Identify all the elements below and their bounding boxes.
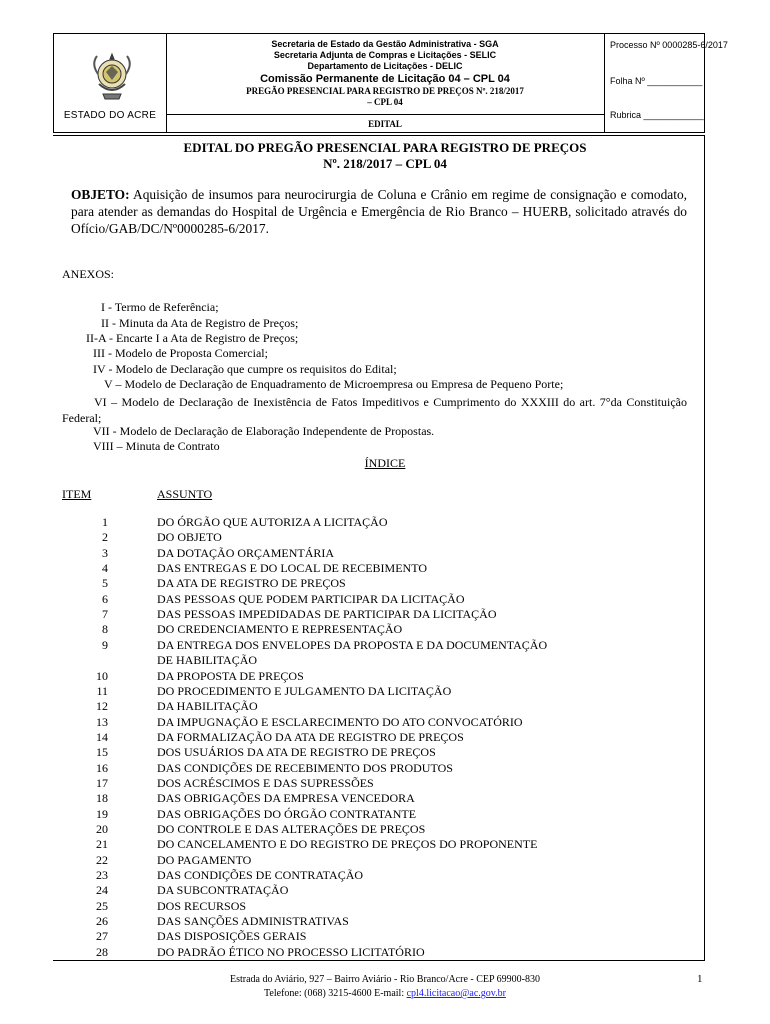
indice-item-number: 17 [96, 776, 108, 790]
indice-item-number: 13 [96, 715, 108, 729]
indice-item-subject: DA DOTAÇÃO ORÇAMENTÁRIA [157, 546, 335, 560]
indice-item-number: 9 [102, 638, 108, 652]
indice-item-number: 15 [96, 745, 108, 759]
indice-item-number: 14 [96, 730, 108, 744]
footer-address: Estrada do Aviário, 927 – Bairro Aviário - Rio Branco/Acre - CEP 69900-830 [229, 974, 541, 985]
indice-item-subject: DO ÓRGÃO QUE AUTORIZA A LICITAÇÃO [157, 515, 388, 529]
indice-item-subject: DAS PESSOAS IMPEDIDADAS DE PARTICIPAR DA LICITAÇÃO [157, 607, 497, 621]
indice-item-subject: DAS SANÇÕES ADMINISTRATIVAS [157, 914, 349, 928]
header-divider [166, 114, 604, 115]
indice-item-number: 24 [96, 883, 108, 897]
indice-item-subject: DOS USUÁRIOS DA ATA DE REGISTRO DE PREÇOS [157, 745, 436, 759]
edital-number: Nº. 218/2017 – CPL 04 [323, 156, 447, 171]
indice-item-number: 21 [96, 837, 108, 851]
indice-item-number: 20 [96, 822, 108, 836]
header-cpl: – CPL 04 [367, 97, 403, 107]
indice-item-subject: DA FORMALIZAÇÃO DA ATA DE REGISTRO DE PREÇOS [157, 730, 464, 744]
indice-item-subject: DO PROCEDIMENTO E JULGAMENTO DA LICITAÇÃO [157, 684, 452, 698]
indice-item-subject: DO CONTROLE E DAS ALTERAÇÕES DE PREÇOS [157, 822, 426, 836]
indice-item-number: 19 [96, 807, 108, 821]
indice-item-number: 12 [96, 699, 108, 713]
indice-item-subject: DAS CONDIÇÕES DE RECEBIMENTO DOS PRODUTOS [157, 761, 453, 775]
anexo-item: I - Termo de Referência; [101, 300, 219, 314]
edital-title: EDITAL DO PREGÃO PRESENCIAL PARA REGISTRO DE PREÇOS [183, 140, 587, 155]
indice-item-subject: DA SUBCONTRATAÇÃO [157, 883, 289, 897]
anexo-item: II - Minuta da Ata de Registro de Preços; [101, 316, 299, 330]
folha-field: Folha Nº ___________ [610, 76, 703, 86]
header-logo-cell [54, 34, 167, 132]
header-right-cell [604, 34, 728, 132]
header-commission: Comissão Permanente de Licitação 04 – CPL 04 [260, 73, 510, 85]
anexo-item: VII - Modelo de Declaração de Elaboração Independente de Propostas. [93, 424, 435, 438]
page-number: 1 [697, 973, 703, 985]
rubrica-field: Rubrica ____________ [610, 110, 704, 120]
indice-item-subject: DA PROPOSTA DE PREÇOS [157, 669, 304, 683]
state-seal-icon [87, 50, 137, 102]
indice-item-subject: DAS ENTREGAS E DO LOCAL DE RECEBIMENTO [157, 561, 427, 575]
indice-item-subject: DO CANCELAMENTO E DO REGISTRO DE PREÇOS DO PROPONENTE [157, 837, 538, 851]
anexo-item: IV - Modelo de Declaração que cumpre os requisitos do Edital; [93, 362, 397, 376]
indice-item-number: 16 [96, 761, 108, 775]
document-header [53, 33, 728, 133]
header-selic: Secretaria Adjunta de Compras e Licitações - SELIC [273, 50, 497, 60]
indice-item-number: 23 [96, 868, 108, 882]
indice-item-number: 3 [102, 546, 108, 560]
indice-item-number: 22 [96, 853, 108, 867]
indice-item-subject: DA HABILITAÇÃO [157, 699, 258, 713]
indice-item-subject: DO PAGAMENTO [157, 853, 252, 867]
objeto-paragraph [71, 186, 687, 237]
indice-item-number: 4 [102, 561, 108, 575]
estado-label: ESTADO DO ACRE [63, 110, 157, 121]
indice-item-number: 10 [96, 669, 108, 683]
anexo-item: VI – Modelo de Declaração de Inexistência de Fatos Impeditivos e Cumprimento do XXXIII do art. 7°da Constituição Federal; [62, 395, 687, 425]
footer-email-link[interactable]: cpl4.licitacao@ac.gov.br [406, 988, 506, 999]
indice-col-item: ITEM [62, 487, 92, 501]
indice-item-number: 25 [96, 899, 108, 913]
indice-title: ÍNDICE [364, 456, 406, 470]
indice-item-number: 5 [102, 576, 108, 590]
processo-number: Processo Nº 0000285-6/2017 [610, 40, 728, 50]
indice-item-number: 28 [96, 945, 108, 959]
objeto-label: OBJETO: [71, 187, 130, 202]
header-sga: Secretaria de Estado da Gestão Administrativa - SGA [271, 39, 499, 49]
anexos-label: ANEXOS: [62, 267, 115, 281]
indice-item-subject: DAS PESSOAS QUE PODEM PARTICIPAR DA LICITAÇÃO [157, 592, 465, 606]
header-center-cell [166, 34, 605, 132]
indice-item-subject: DAS OBRIGAÇÕES DO ÓRGÃO CONTRATANTE [157, 807, 417, 821]
indice-item-subject: DAS CONDIÇÕES DE CONTRATAÇÃO [157, 868, 364, 882]
indice-item-subject: DO CREDENCIAMENTO E REPRESENTAÇÃO [157, 622, 403, 636]
anexo-item: V – Modelo de Declaração de Enquadramento de Microempresa ou Empresa de Pequeno Porte; [104, 377, 564, 391]
indice-item-number: 6 [102, 592, 108, 606]
indice-item-number: 2 [102, 530, 108, 544]
indice-item-number: 27 [96, 929, 108, 943]
indice-item-subject: DE HABILITAÇÃO [157, 653, 258, 667]
footer-contact [0, 988, 770, 999]
indice-item-number: 18 [96, 791, 108, 805]
indice-item-subject: DOS ACRÉSCIMOS E DAS SUPRESSÕES [157, 776, 374, 790]
indice-item-subject: DO OBJETO [157, 530, 222, 544]
footer-phone: Telefone: (068) 3215-4600 E-mail: [264, 988, 407, 999]
anexo-item: III - Modelo de Proposta Comercial; [93, 346, 268, 360]
header-delic: Departamento de Licitações - DELIC [307, 61, 463, 71]
indice-item-number: 1 [102, 515, 108, 529]
header-pregao: PREGÃO PRESENCIAL PARA REGISTRO DE PREÇOS Nº. 218/2017 [246, 86, 524, 96]
indice-item-number: 11 [96, 684, 108, 698]
indice-item-subject: DAS DISPOSIÇÕES GERAIS [157, 929, 307, 943]
objeto-text: Aquisição de insumos para neurocirurgia de Coluna e Crânio em regime de consignação e comodato, para atender as demandas do Hospital de Urgência e Emergência de Rio Branco – HUERB, solicitado através do Ofício/GAB/DC/Nº0000285-6/2017. [71, 187, 687, 236]
indice-item-subject: DA IMPUGNAÇÃO E ESCLARECIMENTO DO ATO CONVOCATÓRIO [157, 715, 523, 729]
indice-item-subject: DA ATA DE REGISTRO DE PREÇOS [157, 576, 346, 590]
indice-item-subject: DA ENTREGA DOS ENVELOPES DA PROPOSTA E DA DOCUMENTAÇÃO [157, 638, 548, 652]
indice-item-subject: DO PADRÃO ÉTICO NO PROCESSO LICITATÓRIO [157, 945, 425, 959]
indice-col-assunto: ASSUNTO [157, 487, 213, 501]
indice-item-number: 8 [102, 622, 108, 636]
indice-item-subject: DAS OBRIGAÇÕES DA EMPRESA VENCEDORA [157, 791, 415, 805]
anexo-item: II-A - Encarte I a Ata de Registro de Preços; [86, 331, 299, 345]
anexo-item: VIII – Minuta de Contrato [93, 439, 220, 453]
indice-item-subject: DOS RECURSOS [157, 899, 247, 913]
indice-item-number: 7 [102, 607, 108, 621]
indice-item-number: 26 [96, 914, 108, 928]
header-edital: EDITAL [368, 119, 402, 129]
